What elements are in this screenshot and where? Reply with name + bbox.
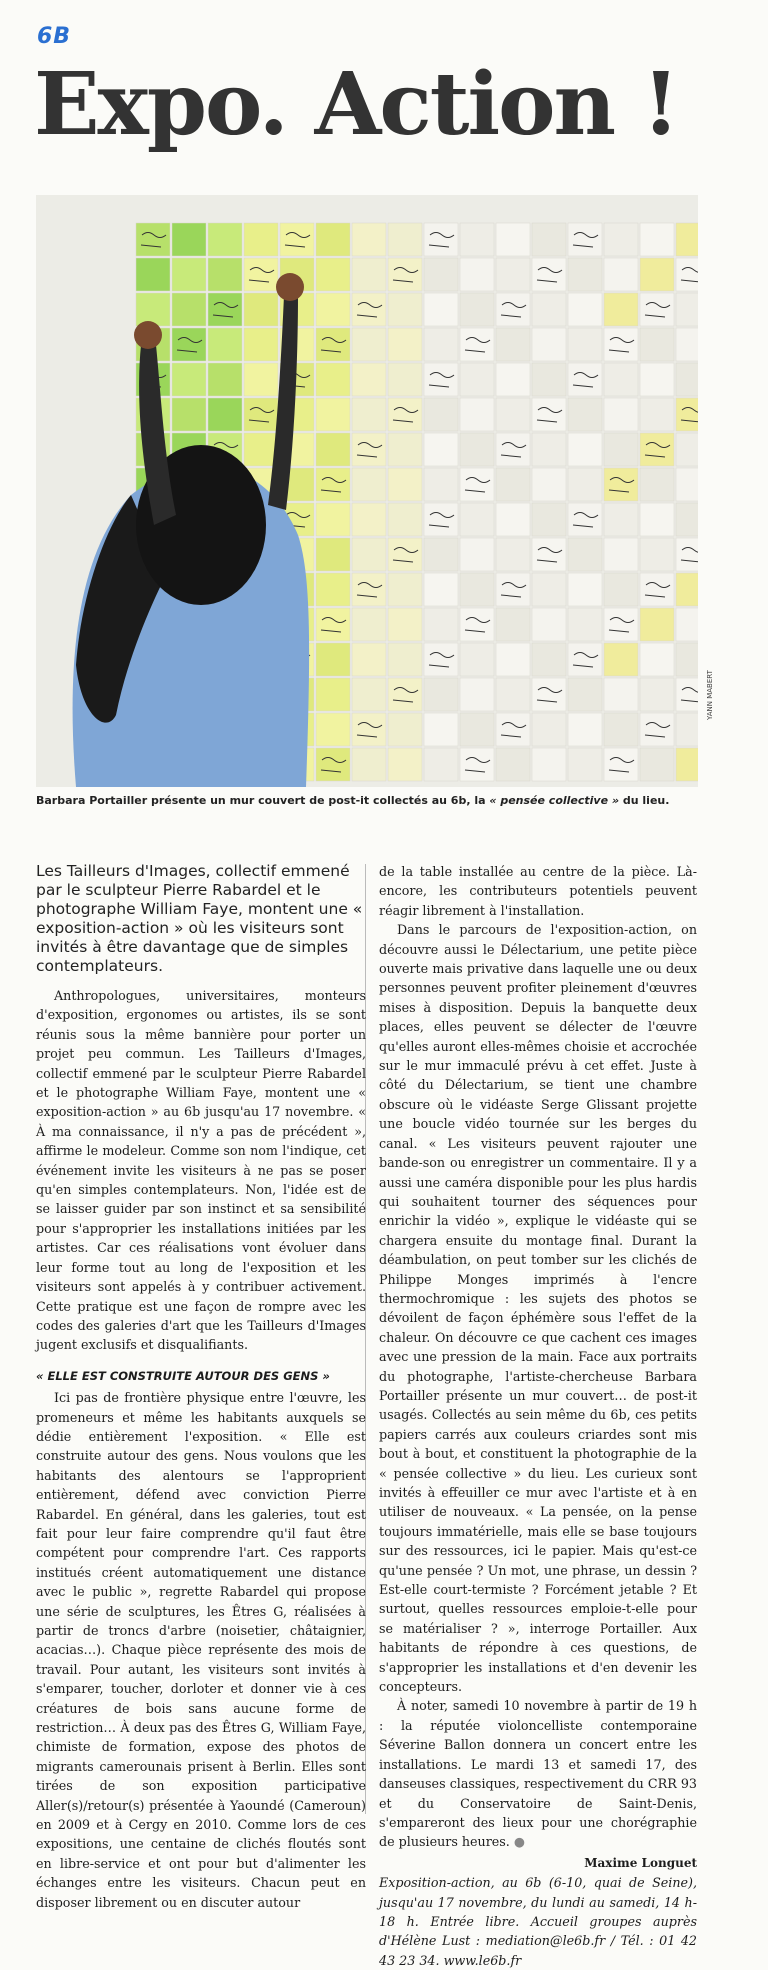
post-it-note	[568, 468, 602, 501]
article-subhead: « ELLE EST CONSTRUITE AUTOUR DES GENS »	[36, 1368, 330, 1383]
post-it-note	[424, 223, 458, 256]
post-it-note	[496, 398, 530, 431]
post-it-note	[640, 713, 674, 746]
post-it-note	[244, 293, 278, 326]
article-paragraph: Dans le parcours de l'exposition-action, on découvre aussi le Délectarium, une petite pièce ouverte mais privative dans laquelle une ou deux personnes peuvent profiter pleinement d'œuvres mises à disposition. Depuis la banquette deux places, elles peuvent se délecter de l'œuvre qu'elles auront elles-mêmes choisie et accrochée sur le mur immaculé prévu à cet effet. Juste à côté du Délectarium, se tient une chambre obscure où le vidéaste Serge Glissant projette une boucle vidéo tournée sur les berges du canal. « Les visiteurs peuvent rajouter une bande-son ou enregistrer un commentaire. Il y a aussi une caméra disponible pour les plus hardis qui souhaitent tourner des séquences pour enrichir la vidéo », explique le vidéaste qui se chargera ensuite du montage final. Durant la déambulation, on peut tomber sur les clichés de Philippe Monges imprimés à l'encre thermochromique : les sujets des photos se dévoilent de façon éphémère sous l'effet de la chaleur. On découvre ce que cachent ces images avec une pression de la main. Face aux portraits du photographe, l'artiste-chercheuse Barbara Portailler présente un mur couvert… de post-it usagés. Collectés au sein même du 6b, ces petits papiers carrés aux couleurs criardes sont mis bout à bout, et constituent la photographie de la « pensée collective » du lieu. Les curieux sont invités à effeuiller ce mur avec l'artiste et à en utiliser de nouveaux. « La pensée, on la pense toujours immatérielle, mais elle se base toujours sur des ressources, ici le papier. Mais qu'est-ce qu'une pensée ? Un mot, une phrase, un dessin ? Est-elle court-termiste ? Forcément jetable ? Et surtout, quelles ressources emploie-t-elle pour se matérialiser ? », interroge Portailler. Aux habitants de répondre à ces questions, de s'approprier les installations et d'en devenir les concepteurs.	[379, 922, 697, 1695]
post-it-note	[676, 328, 698, 361]
post-it-note	[316, 223, 350, 256]
article-photo	[36, 195, 698, 787]
post-it-note	[676, 748, 698, 781]
post-it-note	[352, 608, 386, 641]
post-it-note	[532, 643, 566, 676]
post-it-note	[568, 258, 602, 291]
post-it-note	[604, 328, 638, 361]
post-it-note	[532, 223, 566, 256]
post-it-note	[316, 503, 350, 536]
post-it-note	[460, 223, 494, 256]
post-it-note	[604, 713, 638, 746]
post-it-note	[604, 468, 638, 501]
post-it-note	[604, 363, 638, 396]
post-it-note	[388, 538, 422, 571]
post-it-note	[676, 433, 698, 466]
post-it-note	[316, 678, 350, 711]
post-it-note	[352, 433, 386, 466]
post-it-note	[532, 468, 566, 501]
post-it-note	[424, 748, 458, 781]
post-it-note	[640, 398, 674, 431]
end-mark-icon: ●	[513, 1834, 525, 1850]
post-it-note	[496, 468, 530, 501]
post-it-note	[460, 538, 494, 571]
post-it-note	[136, 258, 170, 291]
post-it-note	[604, 398, 638, 431]
post-it-note	[640, 573, 674, 606]
post-it-note	[424, 328, 458, 361]
post-it-note	[568, 573, 602, 606]
post-it-note	[172, 328, 206, 361]
post-it-note	[388, 713, 422, 746]
post-it-note	[424, 433, 458, 466]
post-it-note	[460, 503, 494, 536]
post-it-note	[208, 398, 242, 431]
post-it-note	[352, 468, 386, 501]
post-it-note	[676, 573, 698, 606]
post-it-note	[460, 398, 494, 431]
post-it-note	[388, 223, 422, 256]
post-it-note	[316, 538, 350, 571]
post-it-note	[460, 713, 494, 746]
page-title: Expo. Action !	[34, 54, 678, 155]
post-it-note	[136, 293, 170, 326]
post-it-note	[568, 713, 602, 746]
post-it-note	[388, 258, 422, 291]
post-it-note	[460, 433, 494, 466]
post-it-note	[640, 258, 674, 291]
post-it-note	[640, 468, 674, 501]
post-it-note	[208, 223, 242, 256]
article-column-left	[36, 862, 366, 1912]
post-it-note	[208, 293, 242, 326]
post-it-note	[424, 503, 458, 536]
author-signature: Maxime Longuet	[584, 1855, 697, 1870]
post-it-note	[496, 328, 530, 361]
post-it-note	[604, 643, 638, 676]
post-it-note	[352, 328, 386, 361]
post-it-note	[676, 538, 698, 571]
post-it-note	[172, 223, 206, 256]
post-it-note	[388, 608, 422, 641]
post-it-note	[568, 678, 602, 711]
post-it-note	[424, 468, 458, 501]
post-it-note	[676, 363, 698, 396]
post-it-note	[424, 398, 458, 431]
post-it-note	[280, 223, 314, 256]
post-it-note	[676, 503, 698, 536]
post-it-note	[388, 293, 422, 326]
post-it-note	[496, 433, 530, 466]
post-it-note	[640, 678, 674, 711]
post-it-note	[352, 503, 386, 536]
post-it-note	[496, 643, 530, 676]
article-intro: Les Tailleurs d'Images, collectif emmené par le sculpteur Pierre Rabardel et le photographe William Faye, montent une « exposition-action » où les visiteurs sont invités à être davantage que de simples contemplateurs.	[36, 862, 363, 975]
post-it-note	[388, 328, 422, 361]
post-it-note	[316, 258, 350, 291]
post-it-note	[316, 643, 350, 676]
post-it-note	[208, 328, 242, 361]
post-it-note	[676, 223, 698, 256]
post-it-note	[532, 258, 566, 291]
post-it-note	[460, 678, 494, 711]
post-it-note	[424, 608, 458, 641]
post-it-note	[676, 468, 698, 501]
post-it-note	[568, 223, 602, 256]
post-it-note	[676, 713, 698, 746]
post-it-note	[316, 748, 350, 781]
post-it-note	[532, 678, 566, 711]
post-it-note	[568, 328, 602, 361]
post-it-note	[496, 573, 530, 606]
post-it-note	[640, 433, 674, 466]
post-it-note	[352, 363, 386, 396]
post-it-note	[496, 258, 530, 291]
post-it-note	[532, 538, 566, 571]
post-it-note	[244, 433, 278, 466]
post-it-note	[604, 293, 638, 326]
post-it-note	[172, 258, 206, 291]
post-it-note	[460, 643, 494, 676]
post-it-note	[640, 223, 674, 256]
caption-emphasis: « pensée collective »	[489, 794, 620, 807]
post-it-note	[424, 363, 458, 396]
post-it-note	[676, 643, 698, 676]
post-it-note	[496, 748, 530, 781]
post-it-note	[532, 433, 566, 466]
post-it-note	[532, 573, 566, 606]
post-it-note	[496, 363, 530, 396]
article-paragraph	[379, 1696, 697, 1851]
post-it-note	[604, 573, 638, 606]
post-it-note	[640, 608, 674, 641]
post-it-note	[424, 293, 458, 326]
post-it-note	[208, 363, 242, 396]
post-it-note	[640, 538, 674, 571]
post-it-note	[388, 398, 422, 431]
post-it-note	[244, 258, 278, 291]
post-it-note	[532, 608, 566, 641]
post-it-note	[424, 538, 458, 571]
post-it-note	[460, 293, 494, 326]
post-it-note	[532, 503, 566, 536]
post-it-note	[316, 713, 350, 746]
post-it-note	[568, 503, 602, 536]
post-it-wall-image	[36, 195, 698, 787]
post-it-note	[172, 293, 206, 326]
post-it-note	[604, 608, 638, 641]
post-it-note	[244, 398, 278, 431]
post-it-note	[496, 538, 530, 571]
post-it-note	[532, 748, 566, 781]
post-it-note	[424, 678, 458, 711]
post-it-note	[460, 573, 494, 606]
post-it-note	[496, 503, 530, 536]
post-it-note	[388, 748, 422, 781]
post-it-note	[604, 503, 638, 536]
post-it-note	[640, 748, 674, 781]
post-it-note	[640, 328, 674, 361]
post-it-note	[352, 398, 386, 431]
post-it-note	[460, 363, 494, 396]
post-it-note	[388, 363, 422, 396]
post-it-note	[496, 293, 530, 326]
article-paragraph: Ici pas de frontière physique entre l'œuvre, les promeneurs et même les habitants auxquels se dédie entièrement l'exposition. « Elle est construite autour des gens. Nous voulons que les habitants des alentours se l'approprient entièrement, défend avec conviction Pierre Rabardel. En général, dans les galeries, tout est fait pour leur faire comprendre qu'il faut être compétent pour comprendre l'art. Ces rapports institués créent automatiquement une distance avec le public », regrette Rabardel qui propose une série de sculptures, les Êtres G, réalisées à partir de troncs d'arbre (noisetier, châtaignier, acacias…). Chaque pièce représente des mois de travail. Pour autant, les visiteurs sont invités à s'emparer, toucher, dorloter et donner vie à ces créatures de bois sans aucune forme de restriction… À deux pas des Êtres G, William Faye, chimiste de formation, expose des photos de migrants camerounais prisent à Berlin. Elles sont tirées de son exposition participative Aller(s)/retour(s) présentée à Yaoundé (Cameroun) en 2009 et à Cergy en 2010. Comme lors de ces expositions, une centaine de clichés floutés sont en libre-service et ont pour but d'alimenter les échanges entre les visiteurs. Chacun peut en disposer librement ou en discuter autour	[36, 1390, 366, 1910]
post-it-note	[640, 293, 674, 326]
post-it-note	[568, 643, 602, 676]
post-it-note	[496, 678, 530, 711]
post-it-note	[316, 293, 350, 326]
post-it-note	[208, 258, 242, 291]
post-it-note	[244, 363, 278, 396]
post-it-note	[568, 748, 602, 781]
photo-credit: YANN MABERT	[706, 670, 714, 720]
section-tag: 6B	[37, 24, 72, 49]
post-it-note	[460, 468, 494, 501]
post-it-note	[352, 678, 386, 711]
article-paragraph-text: À noter, samedi 10 novembre à partir de 19 h : la réputée violoncelliste contemporaine Séverine Ballon donnera un concert entre les installations. Le mardi 13 et samedi 17, des danseuses classiques, respectivement du CRR 93 et du Conservatoire de Saint-Denis, s'empareront des lieux pour une chorégraphie de plusieurs heures.	[379, 1698, 697, 1850]
post-it-note	[568, 433, 602, 466]
post-it-note	[388, 503, 422, 536]
post-it-note	[676, 398, 698, 431]
post-it-note	[352, 538, 386, 571]
post-it-note	[676, 258, 698, 291]
post-it-note	[424, 258, 458, 291]
post-it-note	[316, 573, 350, 606]
post-it-note	[244, 223, 278, 256]
post-it-note	[568, 538, 602, 571]
article-paragraph: de la table installée au centre de la pièce. Là-encore, les contributeurs potentiels peuvent réagir librement à l'installation.	[379, 864, 697, 918]
post-it-note	[532, 398, 566, 431]
post-it-note	[604, 258, 638, 291]
post-it-note	[568, 363, 602, 396]
post-it-note	[352, 293, 386, 326]
post-it-note	[640, 503, 674, 536]
post-it-note	[316, 363, 350, 396]
post-it-note	[388, 643, 422, 676]
post-it-note	[424, 643, 458, 676]
post-it-note	[604, 678, 638, 711]
post-it-note	[604, 748, 638, 781]
post-it-note	[352, 223, 386, 256]
post-it-note	[388, 468, 422, 501]
post-it-note	[568, 293, 602, 326]
post-it-note	[496, 713, 530, 746]
post-it-note	[460, 328, 494, 361]
caption-tail: du lieu.	[619, 794, 670, 807]
post-it-note	[676, 678, 698, 711]
post-it-note	[244, 328, 278, 361]
post-it-note	[172, 398, 206, 431]
post-it-note	[388, 433, 422, 466]
post-it-note	[676, 293, 698, 326]
post-it-note	[352, 573, 386, 606]
post-it-note	[496, 223, 530, 256]
post-it-note	[568, 608, 602, 641]
post-it-note	[532, 713, 566, 746]
post-it-note	[424, 713, 458, 746]
post-it-note	[568, 398, 602, 431]
post-it-note	[352, 643, 386, 676]
post-it-note	[532, 363, 566, 396]
post-it-note	[604, 433, 638, 466]
post-it-note	[388, 678, 422, 711]
article-paragraph: Anthropologues, universitaires, monteurs d'exposition, ergonomes ou artistes, ils se sont réunis sous la même bannière pour porter un projet peu commun. Les Tailleurs d'Images, collectif emmené par le sculpteur Pierre Rabardel et le photographe William Faye, montent une « exposition-action » au 6b jusqu'au 17 novembre. « À ma connaissance, il n'y a pas de précédent », affirme le modeleur. Comme son nom l'indique, cet événement invite les visiteurs à ne pas se poser qu'en simples contemplateurs. Non, l'idée est de se laisser guider par son instinct et sa sensibilité pour s'approprier les installations initiées par les artistes. Car ces réalisations vont évoluer dans leur forme tout au long de l'exposition et les visiteurs sont appelés à y contribuer activement. Cette pratique est une façon de rompre avec les codes des galeries d'art que les Tailleurs d'Images jugent exclusifs et disqualifiants.	[36, 988, 366, 1353]
post-it-note	[352, 713, 386, 746]
post-it-note	[604, 538, 638, 571]
event-info	[379, 1873, 697, 1970]
photo-caption	[36, 794, 706, 807]
article-column-right	[379, 862, 697, 1970]
post-it-note	[388, 573, 422, 606]
post-it-note	[640, 643, 674, 676]
post-it-note	[316, 433, 350, 466]
post-it-note	[532, 293, 566, 326]
post-it-note	[316, 398, 350, 431]
post-it-note	[676, 608, 698, 641]
post-it-note	[316, 328, 350, 361]
post-it-note	[316, 608, 350, 641]
post-it-note	[532, 328, 566, 361]
event-info-text: Exposition-action, au 6b (6-10, quai de Seine), jusqu'au 17 novembre, du lundi au samedi, 14 h-18 h. Entrée libre. Accueil groupes auprès d'Hélène Lust : mediation@le6b.fr / Tél. : 01 42 43 23 34. www.le6b.fr	[379, 1875, 697, 1968]
post-it-note	[460, 608, 494, 641]
post-it-note	[460, 748, 494, 781]
caption-text: Barbara Portailler présente un mur couvert de post-it collectés au 6b, la	[36, 794, 490, 807]
post-it-note	[640, 363, 674, 396]
post-it-note	[496, 608, 530, 641]
post-it-note	[424, 573, 458, 606]
post-it-note	[136, 223, 170, 256]
post-it-note	[460, 258, 494, 291]
post-it-note	[316, 468, 350, 501]
post-it-note	[352, 258, 386, 291]
post-it-note	[352, 748, 386, 781]
post-it-note	[172, 363, 206, 396]
post-it-note	[604, 223, 638, 256]
